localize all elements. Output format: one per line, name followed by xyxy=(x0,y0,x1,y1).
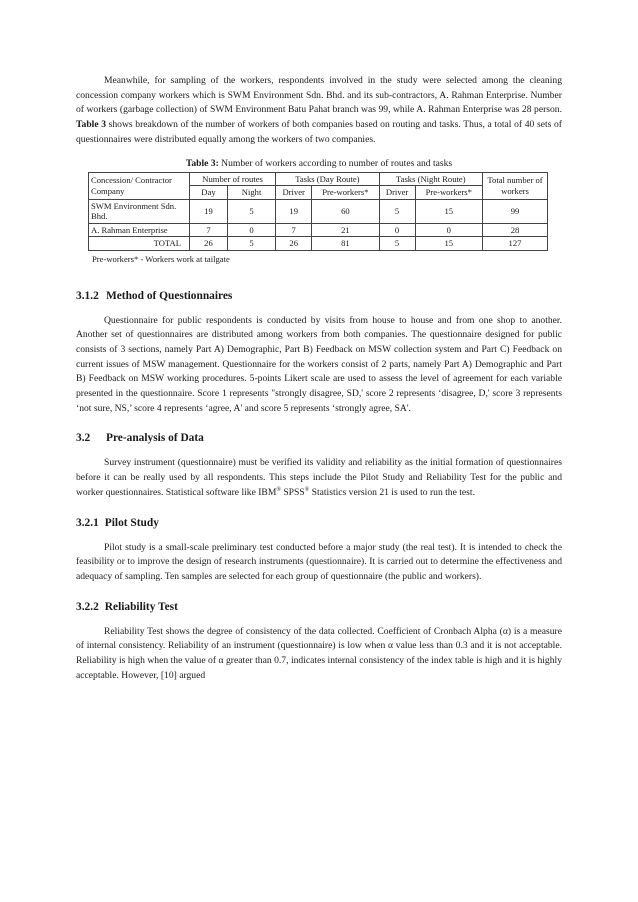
cell-company: A. Rahman Enterprise xyxy=(89,223,190,237)
cell-driver-day: 26 xyxy=(276,237,312,251)
cell-night: 0 xyxy=(227,223,275,237)
section-number: 3.1.2 xyxy=(76,289,99,302)
section-heading-3-1-2 xyxy=(76,289,562,303)
cell-pre-day: 21 xyxy=(312,223,379,237)
cell-driver-day: 19 xyxy=(276,199,312,223)
paragraph-text: SPSS xyxy=(280,486,305,498)
section-title: Method of Questionnaires xyxy=(106,289,233,302)
table-reference: Table 3 xyxy=(76,119,107,131)
cell-day: 19 xyxy=(190,199,228,223)
section-paragraph-3-2-1: Pilot study is a small-scale preliminary test conducted before a major study (the real test). It is intended to check the feasibility or to improve the design of research instruments (questionnaire). It is carried out to determine the effectiveness and adequacy of sampling. Ten samples are selected for each group of questionnaire (the public and workers). xyxy=(76,541,562,582)
cell-driver-night: 5 xyxy=(379,237,415,251)
cell-total: 99 xyxy=(483,199,548,223)
header-preworkers-day: Pre-workers* xyxy=(312,186,379,200)
header-routes: Number of routes xyxy=(190,172,276,186)
table-caption xyxy=(76,158,562,170)
registered-mark: ® xyxy=(276,486,281,493)
cell-company: SWM Environment Sdn. Bhd. xyxy=(89,199,190,223)
cell-total: 28 xyxy=(483,223,548,237)
cell-driver-day: 7 xyxy=(276,223,312,237)
header-preworkers-night: Pre-workers* xyxy=(415,186,482,200)
section-paragraph-3-2-2: Reliability Test shows the degree of consistency of the data collected. Coefficient of Cronbach Alpha (α) is a measure of internal consistency. Reliability of an instrument (questionnaire) is low when α value less than 0.3 and it is not acceptable. Reliability is high when the value of α greater than 0.7, indicates internal consistency of the index table is high and it is highly acceptable. However, [10] argued xyxy=(76,625,562,681)
section-number: 3.2.1 xyxy=(76,516,99,529)
header-night: Night xyxy=(227,186,275,200)
table-total-row xyxy=(89,237,548,251)
header-concession: Concession/ Contractor Company xyxy=(89,172,190,199)
header-driver-night: Driver xyxy=(379,186,415,200)
header-day: Day xyxy=(190,186,228,200)
header-tasks-night: Tasks (Night Route) xyxy=(379,172,482,186)
header-total: Total number of workers xyxy=(483,172,548,199)
intro-paragraph xyxy=(76,74,562,148)
section-heading-3-2-1 xyxy=(76,516,562,530)
intro-text-after: shows breakdown of the number of workers of both companies based on routing and tasks. Thus, a total of 40 sets of questionnaires were distributed equally among the workers of two companies. xyxy=(76,119,562,145)
table-header-row xyxy=(89,172,548,186)
cell-pre-day: 60 xyxy=(312,199,379,223)
section-title: Pilot Study xyxy=(104,516,159,529)
table-caption-label: Table 3: xyxy=(185,157,219,169)
cell-pre-night: 15 xyxy=(415,199,482,223)
section-title: Reliability Test xyxy=(104,600,178,613)
registered-mark: ® xyxy=(304,486,310,493)
section-number: 3.2.2 xyxy=(76,600,99,613)
table-row xyxy=(89,199,548,223)
cell-day: 26 xyxy=(190,237,228,251)
header-tasks-day: Tasks (Day Route) xyxy=(276,172,379,186)
cell-pre-night: 15 xyxy=(415,237,482,251)
section-paragraph-3-2 xyxy=(76,456,562,500)
document-page xyxy=(76,74,562,683)
section-heading-3-2-2 xyxy=(76,600,562,614)
section-heading-3-2 xyxy=(76,431,562,445)
table-note: Pre-workers* - Workers work at tailgate xyxy=(92,253,230,264)
table-caption-text: Number of workers according to number of routes and tasks xyxy=(218,157,453,169)
cell-pre-day: 81 xyxy=(312,237,379,251)
intro-text: Meanwhile, for sampling of the workers, respondents involved in the study were selected among the cleaning concession company workers which is SWM Environment Sdn. Bhd. and its sub-contractors, A. Rahman Enterprise. Number of workers (garbage collection) of SWM Environment Batu Pahat branch was 99, while A. Rahman Enterprise was 28 person. xyxy=(76,75,562,116)
workers-table xyxy=(88,172,548,251)
table-row xyxy=(89,223,548,237)
cell-day: 7 xyxy=(190,223,228,237)
cell-total: 127 xyxy=(483,237,548,251)
cell-total-label: TOTAL xyxy=(89,237,190,251)
cell-driver-night: 5 xyxy=(379,199,415,223)
section-paragraph-3-1-2: Questionnaire for public respondents is conducted by visits from house to house and from one shop to another. Another set of questionnaires are distributed among workers from both companies. The questionnaire designed for public consists of 3 sections, namely Part A) Demographic, Part B) Feedback on MSW collection system and Part C) Feedback on current issues of MSW management. Questionnaire for the workers consist of 2 parts, namely Part A) Demographic and Part B) Feedback on MSW working procedures. 5-points Likert scale are used to assess the level of agreement for each variable presented in the questionnaire. Score 1 represents "strongly disagree, SD,' score 2 represents ‘disagree, D,' score 3 represents ‘not sure, NS,’ score 4 represents ‘agree, A' and score 5 represents ‘strongly agree, SA'. xyxy=(76,314,562,414)
cell-driver-night: 0 xyxy=(379,223,415,237)
cell-night: 5 xyxy=(227,237,275,251)
section-title: Pre-analysis of Data xyxy=(106,432,204,445)
cell-night: 5 xyxy=(227,199,275,223)
paragraph-text: Survey instrument (questionnaire) must be verified its validity and reliability as the initial formation of questionnaires before it can be really used by all respondents. This steps include the Pilot Study and Reliability Test for the public and worker questionnaires. Statistical software like IBM xyxy=(76,457,562,498)
paragraph-text: Statistics version 21 is used to run the test. xyxy=(309,486,475,498)
cell-pre-night: 0 xyxy=(415,223,482,237)
section-number: 3.2 xyxy=(76,432,91,445)
header-driver-day: Driver xyxy=(276,186,312,200)
